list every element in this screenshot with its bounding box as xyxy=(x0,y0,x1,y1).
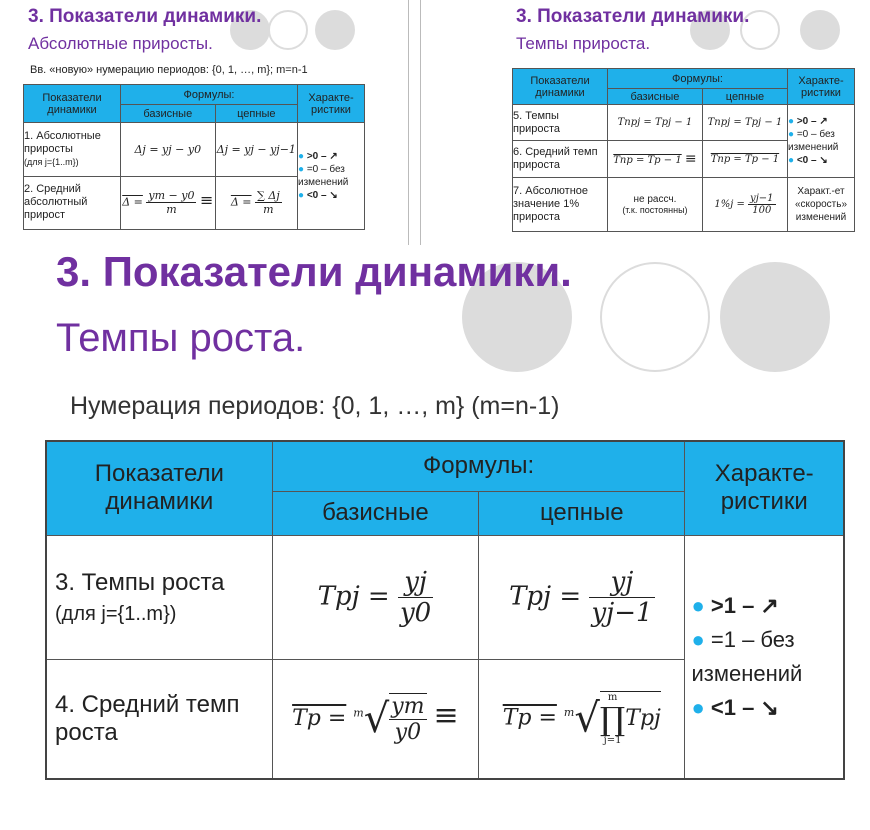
char-item: ● <0 – ↘ xyxy=(298,190,338,201)
row-name: 2. Средний абсолютный прирост xyxy=(24,176,121,230)
formula-chain: Tпр = Tp − 1 xyxy=(702,141,787,177)
formula-chain: Tp = $^m$√ m ∏ j=1 Tpj xyxy=(479,659,685,779)
header-formulas: Формулы: xyxy=(272,441,685,491)
deco-circle xyxy=(268,10,308,50)
panel1-subtitle: Абсолютные приросты. xyxy=(28,34,213,53)
formula-basic: Tpj = $\frac{yj}{y0}$ xyxy=(272,535,478,659)
formula-basic: Tпрj = Tpj − 1 xyxy=(608,105,703,141)
deco-circle xyxy=(600,262,710,372)
header-basic: базисные xyxy=(272,491,478,535)
main-note: Нумерация периодов: {0, 1, …, m} (m=n-1) xyxy=(70,392,560,420)
panel1-table xyxy=(23,84,365,230)
header-chain: цепные xyxy=(479,491,685,535)
row-name: 4. Средний темп роста xyxy=(46,659,272,779)
formula-chain: Δj = yj − yj−1 xyxy=(215,123,297,177)
row-extra: (для j={1..m}) xyxy=(24,156,79,167)
bullet-icon: ● xyxy=(788,128,795,140)
panel-divider xyxy=(420,0,421,245)
formula-basic: Δj = yj − y0 xyxy=(121,123,216,177)
deco-circle xyxy=(720,262,830,372)
characteristics-note: Характ.-ет «скорость» изменений xyxy=(788,177,855,231)
formula-chain: Tпрj = Tpj − 1 xyxy=(702,105,787,141)
panel-divider xyxy=(408,0,409,245)
char-item: ● =0 – без изменений xyxy=(298,164,349,188)
row-extra: (для j={1..m}) xyxy=(55,602,177,625)
panel1-title: 3. Показатели динамики. xyxy=(28,6,262,27)
characteristics-cell xyxy=(298,123,365,230)
formula-chain: 1%j = $\frac{yj-1}{100}$ xyxy=(702,177,787,231)
char-item: ● <1 – ↘ xyxy=(691,694,779,720)
characteristics-cell xyxy=(685,535,844,779)
header-indicators: Показатели динамики xyxy=(24,85,121,123)
bullet-icon: ● xyxy=(691,592,705,618)
formula-basic: не рассч. (т.к. постоянны) xyxy=(608,177,703,231)
main-title: 3. Показатели динамики. xyxy=(56,248,572,295)
header-basic: базисные xyxy=(608,89,703,105)
main-subtitle: Темпы роста. xyxy=(56,316,306,360)
bullet-icon: ● xyxy=(691,694,705,720)
bullet-icon: ● xyxy=(298,151,305,162)
header-formulas: Формулы: xyxy=(608,69,788,89)
row-name: 6. Средний темп прироста xyxy=(513,141,608,177)
header-basic: базисные xyxy=(121,105,216,123)
panel2-table xyxy=(512,68,855,232)
header-characteristics: Характе-ристики xyxy=(298,85,365,123)
bullet-icon: ● xyxy=(298,164,305,175)
panel1-note: Вв. «новую» нумерацию периодов: {0, 1, …, m}; m=n-1 xyxy=(30,64,308,76)
formula-basic: Δ = $\frac{ym - y0}{m}$ ≡ xyxy=(121,176,216,230)
bullet-icon: ● xyxy=(298,190,305,201)
char-item: ● >0 – ↗ xyxy=(788,115,828,127)
char-item: ● =0 – без изменений xyxy=(788,128,839,153)
row-label: 3. Темпы роста xyxy=(55,568,225,596)
formula-chain: Δ = $\frac{\sum \Delta j}{m}$ xyxy=(215,176,297,230)
char-item: ● <0 – ↘ xyxy=(788,154,828,166)
header-characteristics: Характе-ристики xyxy=(685,441,844,535)
main-table xyxy=(45,440,845,780)
formula-basic: Tпр = Tp − 1 ≡ xyxy=(608,141,703,177)
panel2-subtitle: Темпы прироста. xyxy=(516,34,651,53)
formula-chain: Tpj = $\frac{yj}{yj-1}$ xyxy=(479,535,685,659)
header-formulas: Формулы: xyxy=(121,85,298,105)
char-item: ● >0 – ↗ xyxy=(298,151,338,162)
deco-circle xyxy=(315,10,355,50)
header-chain: цепные xyxy=(702,89,787,105)
header-chain: цепные xyxy=(215,105,297,123)
characteristics-cell xyxy=(788,105,855,178)
row-name: 7. Абсолютное значение 1% прироста xyxy=(513,177,608,231)
bullet-icon: ● xyxy=(788,115,795,127)
formula-basic: Tp = $^m$√ $\frac{ym}{y0}$ ≡ xyxy=(272,659,478,779)
header-characteristics: Характе-ристики xyxy=(788,69,855,105)
panel2-title: 3. Показатели динамики. xyxy=(516,6,750,27)
header-indicators: Показатели динамики xyxy=(46,441,272,535)
bullet-icon: ● xyxy=(691,626,705,652)
deco-circle xyxy=(800,10,840,50)
char-item: ● =1 – без изменений xyxy=(691,626,803,686)
char-item: ● >1 – ↗ xyxy=(691,592,779,618)
bullet-icon: ● xyxy=(788,154,795,166)
header-indicators: Показатели динамики xyxy=(513,69,608,105)
row-label: 1. Абсолютные приросты xyxy=(24,129,101,155)
row-name xyxy=(46,535,272,659)
row-name: 5. Темпы прироста xyxy=(513,105,608,141)
row-name xyxy=(24,123,121,177)
